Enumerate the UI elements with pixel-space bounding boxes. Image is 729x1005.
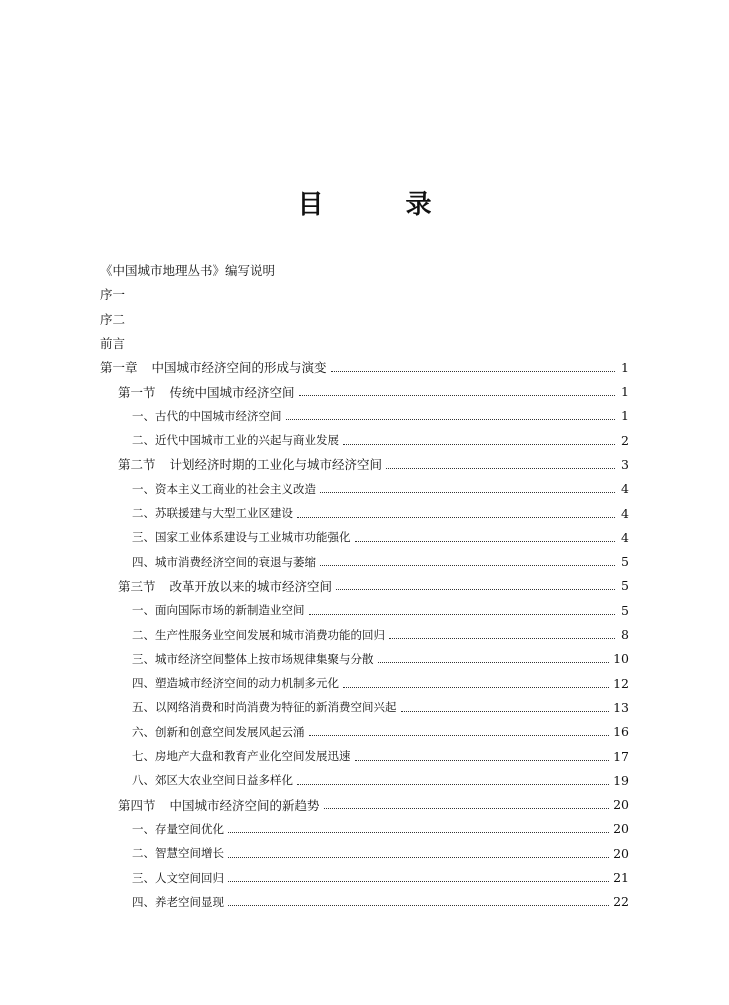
toc-subsection-title: 三、人文空间回归: [132, 870, 224, 885]
toc-subsection-title: 二、智慧空间增长: [132, 846, 224, 861]
toc-subsection[interactable]: [132, 673, 629, 693]
dot-leader: [286, 419, 616, 420]
toc-front-matter-item[interactable]: [100, 284, 629, 304]
dot-leader: [320, 492, 615, 493]
toc-section[interactable]: [118, 382, 629, 402]
toc-subsection[interactable]: [132, 527, 629, 547]
page-number: 22: [613, 894, 629, 910]
toc-front-matter-label: 序二: [100, 311, 126, 327]
toc-front-matter-label: 《中国城市地理丛书》编写说明: [100, 263, 276, 278]
toc-subsection-title: 二、生产性服务业空间发展和城市消费功能的回归: [132, 627, 385, 642]
toc-subsection-title: 五、以网络消费和时尚消费为特征的新消费空间兴起: [132, 700, 397, 715]
page-number: 5: [621, 554, 629, 570]
page-number: 3: [621, 456, 629, 472]
page-number: 8: [621, 627, 629, 642]
toc-section[interactable]: [118, 576, 629, 596]
page-number: 5: [621, 602, 629, 618]
toc-section[interactable]: [118, 454, 629, 474]
dot-leader: [386, 468, 615, 469]
page-number: 1: [621, 359, 629, 375]
toc-front-matter-item[interactable]: [100, 309, 629, 329]
toc-subsection[interactable]: [132, 843, 629, 863]
dot-leader: [343, 444, 615, 445]
toc-subsection-title: 四、养老空间显现: [132, 894, 224, 909]
dot-leader: [378, 662, 610, 663]
dot-leader: [228, 905, 609, 906]
toc-section[interactable]: [118, 795, 629, 815]
toc-subsection[interactable]: [132, 503, 629, 523]
toc-subsection[interactable]: [132, 770, 629, 790]
toc-section-number: 第二节: [118, 457, 156, 473]
dot-leader: [297, 517, 615, 518]
toc-subsection[interactable]: [132, 746, 629, 766]
dot-leader: [228, 832, 609, 833]
toc-subsection[interactable]: [132, 479, 629, 499]
toc-subsection[interactable]: [132, 892, 629, 912]
toc-subsection-title: 二、近代中国城市工业的兴起与商业发展: [132, 433, 339, 448]
toc-section-number: 第四节: [118, 797, 156, 813]
toc-subsection-title: 二、苏联援建与大型工业区建设: [132, 506, 293, 520]
dot-leader: [309, 735, 610, 736]
toc-section-number: 第一节: [118, 384, 156, 400]
page-number: 12: [613, 675, 629, 691]
toc-subsection[interactable]: [132, 625, 629, 645]
toc-chapter[interactable]: [100, 357, 629, 377]
dot-leader: [336, 589, 615, 590]
dot-leader: [355, 541, 616, 542]
toc-front-matter-item[interactable]: [100, 260, 629, 280]
toc-front-matter-label: 前言: [100, 335, 126, 351]
page-number: 4: [621, 505, 629, 521]
dot-leader: [389, 638, 615, 639]
toc-subsection-title: 一、存量空间优化: [132, 821, 224, 836]
toc-subsection-title: 四、塑造城市经济空间的动力机制多元化: [132, 676, 339, 691]
toc-section-number: 第三节: [118, 578, 156, 594]
toc-subsection-title: 七、房地产大盘和教育产业化空间发展迅速: [132, 749, 351, 763]
toc-chapter-title: 中国城市经济空间的形成与演变: [151, 360, 327, 376]
page-number: 16: [613, 724, 629, 740]
toc-subsection-title: 一、古代的中国城市经济空间: [132, 408, 282, 423]
toc-subsection-title: 一、面向国际市场的新制造业空间: [132, 603, 305, 618]
page-number: 5: [621, 578, 629, 594]
page-number: 10: [613, 651, 629, 667]
toc-section-title: 改革开放以来的城市经济空间: [169, 578, 333, 594]
page-number: 21: [613, 870, 629, 885]
page-number: 13: [613, 699, 629, 715]
toc-subsection[interactable]: [132, 819, 629, 839]
toc-subsection[interactable]: [132, 552, 629, 572]
page-title: 目 录: [297, 190, 460, 220]
dot-leader: [228, 857, 609, 858]
dot-leader: [320, 565, 615, 566]
toc-subsection-title: 四、城市消费经济空间的衰退与萎缩: [132, 554, 316, 569]
dot-leader: [401, 711, 610, 712]
page-number: 4: [621, 529, 629, 545]
page-number: 20: [613, 797, 629, 813]
toc-subsection-title: 一、资本主义工商业的社会主义改造: [132, 481, 316, 496]
dot-leader: [297, 784, 609, 785]
toc-subsection[interactable]: [132, 649, 629, 669]
toc-subsection[interactable]: [132, 430, 629, 450]
toc-subsection[interactable]: [132, 600, 629, 620]
dot-leader: [228, 881, 609, 882]
toc-subsection-title: 六、创新和创意空间发展风起云涌: [132, 724, 305, 739]
dot-leader: [355, 760, 610, 761]
page-number: 2: [621, 432, 629, 448]
page-number: 20: [613, 845, 629, 861]
page-number: 20: [613, 821, 629, 837]
dot-leader: [309, 614, 616, 615]
toc-section-title: 传统中国城市经济空间: [169, 384, 295, 400]
toc-section-title: 计划经济时期的工业化与城市经济空间: [169, 457, 383, 473]
dot-leader: [331, 371, 615, 372]
page-number: 17: [613, 748, 629, 764]
toc-subsection[interactable]: [132, 722, 629, 742]
page-number: 19: [613, 772, 629, 788]
dot-leader: [324, 808, 610, 809]
toc-front-matter-label: 序一: [100, 287, 126, 303]
toc-chapter-number: 第一章: [100, 360, 138, 376]
dot-leader: [343, 687, 609, 688]
page-number: 1: [621, 384, 629, 399]
toc-subsection[interactable]: [132, 868, 629, 888]
toc-section-title: 中国城市经济空间的新趋势: [169, 797, 320, 813]
page-number: 4: [621, 481, 629, 497]
toc-subsection-title: 三、城市经济空间整体上按市场规律集聚与分散: [132, 651, 374, 666]
dot-leader: [299, 395, 615, 396]
toc-front-matter-item[interactable]: [100, 333, 629, 353]
toc-subsection-title: 八、郊区大农业空间日益多样化: [132, 773, 293, 788]
toc-subsection[interactable]: [132, 697, 629, 717]
toc-subsection[interactable]: [132, 406, 629, 426]
page-number: 1: [621, 408, 629, 424]
toc-subsection-title: 三、国家工业体系建设与工业城市功能强化: [132, 530, 351, 545]
